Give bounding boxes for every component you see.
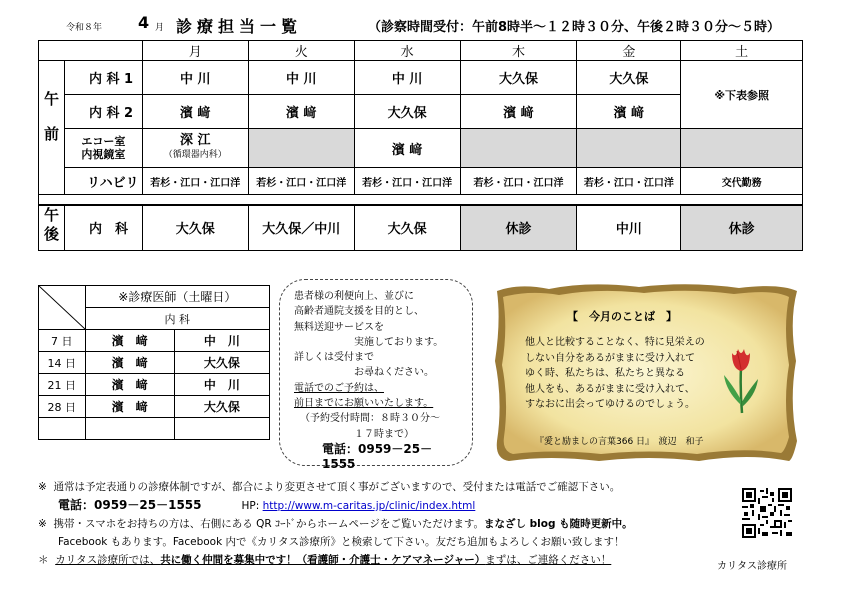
saturday-table — [38, 285, 270, 440]
table-row — [39, 396, 270, 418]
footer-note-3: Facebook もあります。Facebook 内で《カリタス診療所》と検索して下さい。友だち追加もよろしくお願い致します！ — [58, 536, 625, 548]
reception-hours: （診察時間受付：午前8時半～１２時３０分、午後２時３０分～５時） — [368, 20, 781, 35]
diagonal-cell — [39, 286, 86, 330]
doctor-cell: 濱 﨑 — [85, 396, 174, 418]
specialty-note: （循環器内科） — [163, 150, 227, 160]
note-mark: ※ — [38, 481, 47, 493]
schedule-cell: 濱 﨑 — [577, 95, 681, 129]
era-label: 令和８年 — [66, 23, 103, 33]
clinic-name: カリタス診療所 — [717, 561, 787, 572]
dept-line: エコー室 — [81, 135, 126, 148]
doctor-name: 深 江 — [180, 133, 211, 148]
footer-notes — [38, 478, 818, 569]
schedule-cell-empty — [577, 129, 681, 168]
table-row — [39, 418, 270, 440]
schedule-cell: 若杉・江口・江口洋 — [577, 168, 681, 195]
diagonal-line — [39, 286, 85, 329]
words-source: 『愛と励ましの言葉366 日』 渡辺 和子 — [535, 437, 704, 447]
dept-label: 内 科 2 — [64, 95, 142, 129]
doctor-cell: 中 川 — [174, 374, 269, 396]
note-mark: ※ — [38, 518, 47, 530]
schedule-cell: 若杉・江口・江口洋 — [142, 168, 248, 195]
schedule-cell: 大久保 — [460, 61, 577, 95]
footer-phone: 電話：0959－25－1555 — [58, 498, 202, 512]
notice-line: 実施しております。 — [354, 336, 444, 348]
day-header-row — [39, 41, 803, 61]
schedule-cell: 濱 﨑 — [142, 95, 248, 129]
dept-label: リハビリ — [64, 168, 142, 195]
schedule-cell: 大久保 — [354, 95, 460, 129]
schedule-cell: 大久保／中川 — [248, 205, 354, 250]
pm-label — [39, 205, 65, 250]
note-mark: ＊ — [38, 554, 49, 566]
schedule-cell: 中川 — [577, 205, 681, 250]
date-cell: 14 日 — [39, 352, 86, 374]
schedule-cell: 濱 﨑 — [354, 129, 460, 168]
dept-line: 内視鏡室 — [81, 148, 126, 161]
hp-label: HP: — [241, 500, 263, 512]
notice-line: 無料送迎サービスを — [294, 321, 384, 333]
notice-line: （予約受付時間：８時３０分～ — [300, 413, 440, 425]
table-row — [39, 352, 270, 374]
schedule-cell: 大久保 — [577, 61, 681, 95]
dept-label: 内 科 — [64, 205, 142, 250]
saturday-title: ※診療医師（土曜日） — [85, 286, 269, 308]
date-cell: 7 日 — [39, 330, 86, 352]
doctor-cell: 濱 﨑 — [85, 330, 174, 352]
am-label-text: 午前 — [41, 90, 60, 161]
doctor-cell: 濱 﨑 — [85, 374, 174, 396]
am-label — [39, 61, 65, 195]
notice-line: 患者様の利便向上、並びに — [294, 291, 414, 302]
schedule-cell: 交代勤務 — [681, 168, 803, 195]
schedule-cell: 休診 — [681, 205, 803, 250]
table-row — [39, 286, 270, 308]
shuttle-notice — [279, 279, 473, 472]
blog-note: まなざし blog も随時更新中。 — [483, 518, 633, 530]
day-fri: 金 — [577, 41, 681, 61]
notice-line: 詳しくは受付まで — [294, 352, 374, 364]
notice-line: 電話でのご予約は、 — [294, 382, 384, 394]
schedule-cell: 大久保 — [354, 205, 460, 250]
dept-label-echo — [64, 129, 142, 168]
page-title: 診療担当一覧 — [176, 17, 303, 36]
month-suffix: 月 — [155, 23, 165, 33]
table-row — [39, 61, 803, 95]
table-row — [39, 205, 803, 250]
schedule-cell: 若杉・江口・江口洋 — [354, 168, 460, 195]
pm-label-text: 午後 — [41, 206, 60, 245]
month-number: 4 — [138, 13, 150, 32]
schedule-cell: 中 川 — [354, 61, 460, 95]
schedule-cell: 濱 﨑 — [460, 95, 577, 129]
saturday-subheader: 内 科 — [85, 308, 269, 330]
doctor-cell: 濱 﨑 — [85, 352, 174, 374]
note-text: 携帯・スマホをお持ちの方は、右側にある QR ｺｰﾄﾞからホームページをご覧いただけます。 — [53, 518, 484, 530]
notice-line: 前日までにお願いいたします。 — [294, 398, 434, 410]
footer-note-4 — [38, 551, 818, 569]
schedule-cell: 若杉・江口・江口洋 — [248, 168, 354, 195]
date-cell: 28 日 — [39, 396, 86, 418]
tulip-icon — [720, 345, 762, 417]
table-row — [39, 330, 270, 352]
schedule-cell — [142, 129, 248, 168]
words-title: 【 今月のことば 】 — [567, 310, 677, 323]
notice-line: １７時まで） — [354, 428, 414, 440]
table-row — [39, 168, 803, 195]
footer-note-1 — [38, 478, 818, 496]
schedule-cell: 濱 﨑 — [248, 95, 354, 129]
words-body: 他人と比較することなく、特に見栄えの しない自分をあるがままに受け入れて ゆく時、私たちは、私たちと異なる 他人をも、あるがままに受け入れて、 すなおに出会ってゆけるのでしょう。 — [525, 337, 705, 410]
day-tue: 火 — [248, 41, 354, 61]
spacer-row — [39, 195, 803, 206]
schedule-cell: 中 川 — [248, 61, 354, 95]
header — [38, 14, 808, 36]
recruit-text-bold: 共に働く仲間を募集中です！（看護師・介護士・ケアマネージャー） — [160, 554, 486, 566]
schedule-cell-empty — [248, 129, 354, 168]
footer-note-2 — [38, 515, 818, 533]
schedule-cell-empty — [681, 129, 803, 168]
schedule-cell: 大久保 — [142, 205, 248, 250]
day-thu: 木 — [460, 41, 577, 61]
recruit-text: まずは、ご連絡ください！ — [485, 554, 612, 566]
qr-code-icon[interactable] — [742, 488, 792, 538]
sat-am-note: ※下表参照 — [681, 61, 803, 129]
doctor-cell: 大久保 — [174, 352, 269, 374]
day-sat: 土 — [681, 41, 803, 61]
doctor-cell: 中 川 — [174, 330, 269, 352]
doctor-cell: 大久保 — [174, 396, 269, 418]
note-text: 通常は予定表通りの診療体制ですが、都合により変更させて頂く事がございますので、受付または電話でご確認下さい。 — [53, 481, 621, 493]
schedule-table — [38, 40, 803, 251]
schedule-cell-empty — [460, 129, 577, 168]
recruit-text: カリタス診療所では、 — [55, 554, 161, 566]
table-row — [39, 374, 270, 396]
homepage-link[interactable]: http://www.m-caritas.jp/clinic/index.html — [262, 500, 476, 512]
schedule-cell: 中 川 — [142, 61, 248, 95]
schedule-cell: 若杉・江口・江口洋 — [460, 168, 577, 195]
footer-contact — [38, 496, 818, 515]
table-row — [39, 129, 803, 168]
dept-label: 内 科 1 — [64, 61, 142, 95]
date-cell: 21 日 — [39, 374, 86, 396]
day-wed: 水 — [354, 41, 460, 61]
notice-line: 高齢者通院支援を目的とし、 — [294, 306, 424, 318]
day-mon: 月 — [142, 41, 248, 61]
notice-line: お尋ねください。 — [354, 367, 434, 379]
schedule-cell: 休診 — [460, 205, 577, 250]
notice-phone: 電話：0959－25－1555 — [322, 441, 433, 472]
